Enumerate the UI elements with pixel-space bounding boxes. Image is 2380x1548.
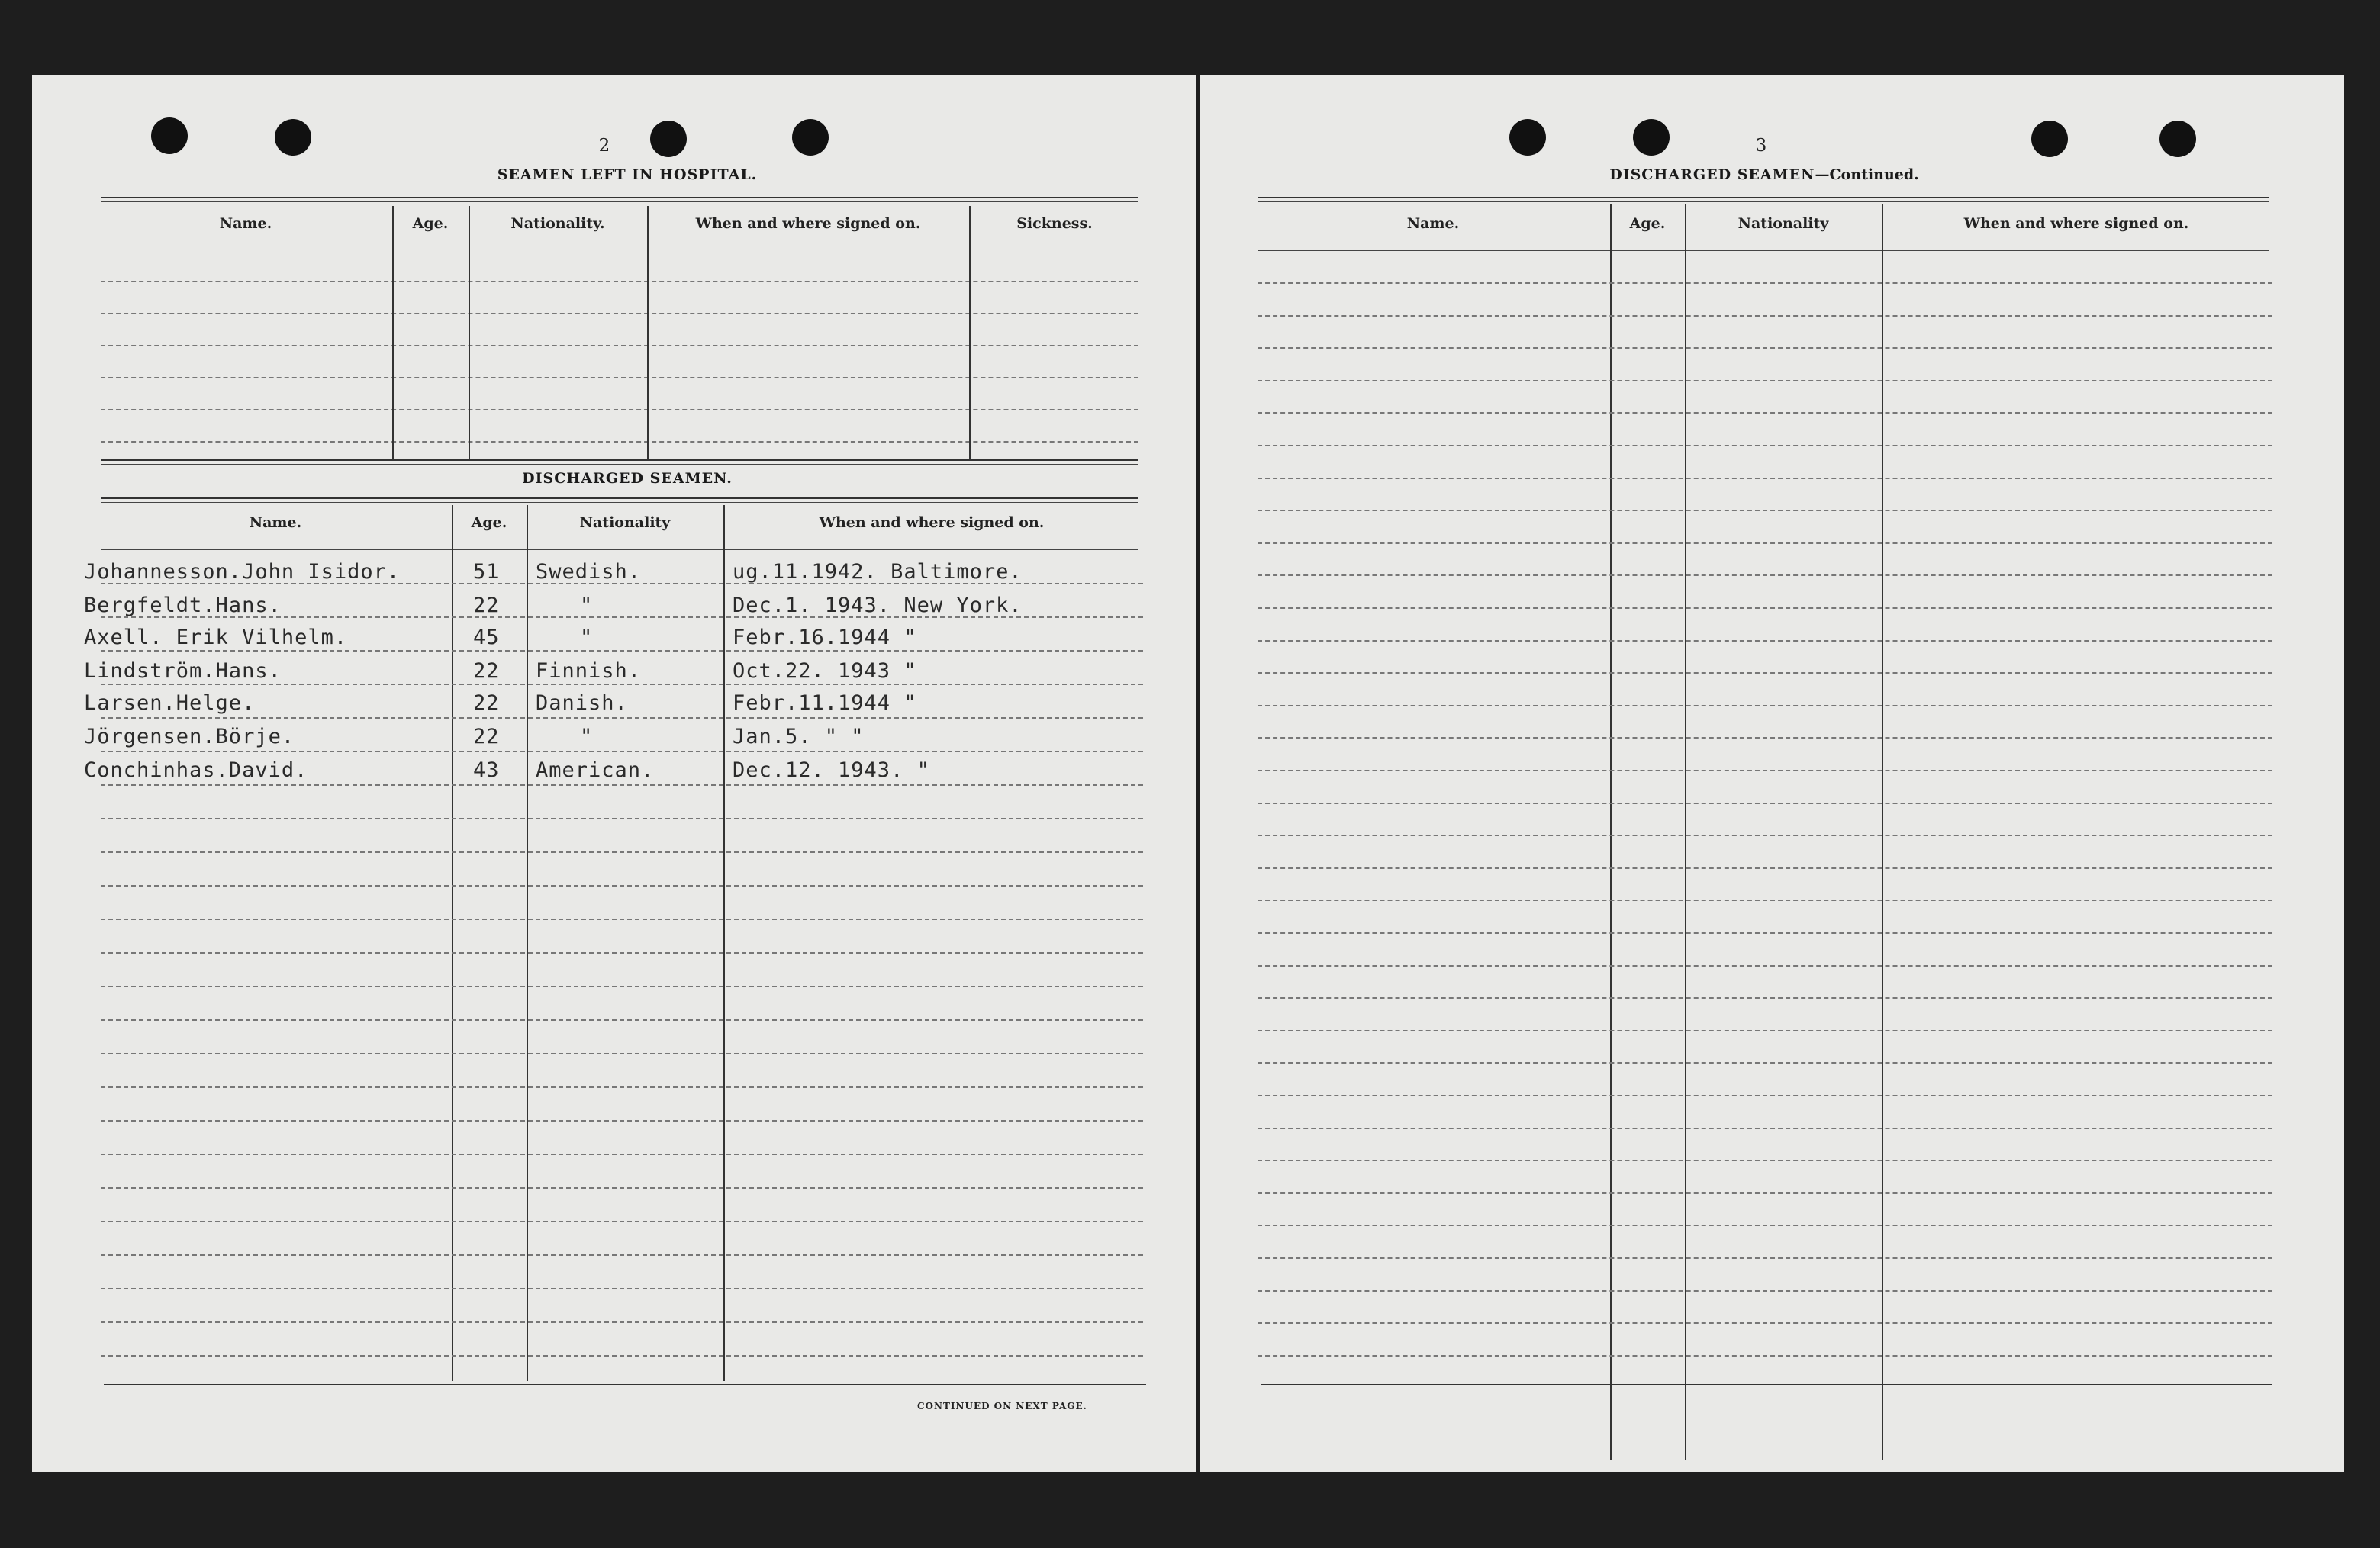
row-rule (1258, 932, 2272, 934)
row-rule (101, 851, 1143, 853)
row-rule (1258, 347, 2272, 349)
table-rule (101, 502, 1138, 503)
row-rule (1258, 1225, 2272, 1226)
name-cell: Axell. Erik Vilhelm. (84, 626, 348, 649)
name-cell: Conchinhas.David. (84, 758, 308, 782)
col-header-name: Name. (1406, 215, 1460, 232)
punch-hole (650, 121, 687, 157)
col-header-age: Age. (412, 215, 449, 232)
column-rule (469, 206, 470, 459)
row-rule (1258, 640, 2272, 642)
nationality-cell: Finnish. (536, 659, 642, 683)
nationality-cell: Danish. (536, 691, 628, 715)
nationality-cell: " (580, 626, 594, 649)
row-rule (1258, 1290, 2272, 1292)
row-rule (1258, 1257, 2272, 1259)
name-cell: Johannesson.John Isidor. (84, 560, 401, 584)
col-header-nationality: Nationality (1737, 215, 1829, 232)
row-rule (1258, 1192, 2272, 1194)
age-cell: 22 (473, 659, 500, 683)
row-rule (101, 818, 1143, 819)
row-rule (101, 952, 1143, 954)
row-rule (101, 616, 1143, 618)
row-rule (101, 1086, 1143, 1088)
hospital-section-title: SEAMEN LEFT IN HOSPITAL. (497, 166, 758, 183)
col-header-name: Name. (219, 215, 272, 232)
punch-hole (1509, 119, 1546, 156)
col-header-signed-on: When and where signed on. (695, 215, 921, 232)
row-rule (1258, 380, 2272, 381)
punch-hole (1633, 119, 1670, 156)
row-rule (101, 441, 1138, 443)
age-cell: 22 (473, 725, 500, 748)
signed-on-cell: Febr.16.1944 " (733, 626, 917, 649)
nationality-cell: " (580, 725, 594, 748)
row-rule (1258, 478, 2272, 479)
row-rule (1258, 705, 2272, 706)
column-rule (1882, 204, 1883, 1460)
continued-note: CONTINUED ON NEXT PAGE. (917, 1401, 1087, 1411)
column-rule (723, 505, 725, 1381)
age-cell: 22 (473, 691, 500, 715)
row-rule (1258, 672, 2272, 674)
left-page (32, 75, 1196, 1472)
table-rule (101, 201, 1138, 202)
signed-on-cell: Dec.1. 1943. New York. (733, 594, 1023, 617)
column-rule (1685, 204, 1686, 1460)
row-rule (101, 1053, 1143, 1054)
table-rule (1258, 201, 2269, 202)
signed-on-cell: ug.11.1942. Baltimore. (733, 560, 1023, 584)
punch-hole (2159, 121, 2196, 157)
discharged-section-title: DISCHARGED SEAMEN. (522, 470, 733, 487)
row-rule (1258, 900, 2272, 901)
table-rule (101, 464, 1138, 465)
row-rule (101, 717, 1143, 719)
col-header-nationality: Nationality. (510, 215, 605, 232)
row-rule (101, 986, 1143, 987)
row-rule (1258, 835, 2272, 836)
row-rule (1258, 607, 2272, 609)
table-rule (1261, 1384, 2272, 1385)
signed-on-cell: Jan.5. " " (733, 725, 865, 748)
column-rule (392, 206, 394, 459)
row-rule (101, 1187, 1143, 1189)
age-cell: 45 (473, 626, 500, 649)
row-rule (1258, 315, 2272, 317)
punch-hole (151, 117, 188, 154)
row-rule (1258, 1128, 2272, 1129)
row-rule (101, 650, 1143, 652)
row-rule (1258, 965, 2272, 967)
signed-on-cell: Febr.11.1944 " (733, 691, 917, 715)
col-header-signed-on: When and where signed on. (1963, 215, 2189, 232)
age-cell: 22 (473, 594, 500, 617)
row-rule (1258, 1062, 2272, 1064)
column-rule (1610, 204, 1612, 1460)
punch-hole (792, 119, 829, 156)
row-rule (101, 1221, 1143, 1222)
row-rule (101, 1019, 1143, 1021)
nationality-cell: " (580, 594, 594, 617)
table-rule (101, 197, 1138, 198)
row-rule (101, 684, 1143, 685)
col-header-age: Age. (1629, 215, 1666, 232)
row-rule (1258, 510, 2272, 511)
col-header-name: Name. (249, 514, 302, 531)
page-number: 2 (598, 136, 610, 156)
row-rule (101, 1154, 1143, 1155)
row-rule (101, 784, 1143, 786)
row-rule (101, 583, 1143, 584)
table-rule (104, 1384, 1146, 1385)
page-number: 3 (1755, 136, 1767, 156)
row-rule (1258, 770, 2272, 771)
row-rule (1258, 997, 2272, 999)
row-rule (1258, 1095, 2272, 1096)
column-rule (969, 206, 971, 459)
row-rule (1258, 1355, 2272, 1357)
row-rule (1258, 282, 2272, 284)
col-header-age: Age. (471, 514, 507, 531)
nationality-cell: Swedish. (536, 560, 642, 584)
table-rule (101, 459, 1138, 461)
row-rule (101, 409, 1138, 410)
right-page (1200, 75, 2344, 1472)
row-rule (1258, 867, 2272, 869)
col-header-nationality: Nationality (579, 514, 671, 531)
name-cell: Larsen.Helge. (84, 691, 256, 715)
header-rule (101, 549, 1138, 550)
name-cell: Lindström.Hans. (84, 659, 282, 683)
age-cell: 51 (473, 560, 500, 584)
punch-hole (2031, 121, 2068, 157)
row-rule (1258, 1160, 2272, 1161)
right-section-title: DISCHARGED SEAMEN—Continued. (1609, 166, 1919, 183)
column-rule (647, 206, 649, 459)
row-rule (1258, 412, 2272, 414)
row-rule (1258, 1030, 2272, 1031)
row-rule (101, 885, 1143, 887)
row-rule (101, 313, 1138, 314)
age-cell: 43 (473, 758, 500, 782)
row-rule (101, 281, 1138, 282)
table-rule (101, 497, 1138, 499)
column-rule (527, 505, 528, 1381)
row-rule (1258, 1322, 2272, 1324)
row-rule (101, 1355, 1143, 1357)
row-rule (101, 919, 1143, 920)
header-rule (1258, 250, 2269, 251)
row-rule (1258, 737, 2272, 739)
col-header-sickness: Sickness. (1016, 215, 1093, 232)
row-rule (101, 1321, 1143, 1323)
signed-on-cell: Oct.22. 1943 " (733, 659, 917, 683)
row-rule (101, 1120, 1143, 1122)
nationality-cell: American. (536, 758, 655, 782)
row-rule (1258, 574, 2272, 576)
name-cell: Bergfeldt.Hans. (84, 594, 282, 617)
row-rule (101, 1254, 1143, 1256)
row-rule (1258, 803, 2272, 804)
row-rule (101, 1288, 1143, 1289)
punch-hole (275, 119, 311, 156)
table-rule (1258, 197, 2269, 198)
row-rule (1258, 445, 2272, 446)
col-header-signed-on: When and where signed on. (819, 514, 1045, 531)
row-rule (101, 345, 1138, 346)
row-rule (101, 377, 1138, 378)
name-cell: Jörgensen.Börje. (84, 725, 295, 748)
row-rule (1258, 542, 2272, 544)
row-rule (101, 751, 1143, 752)
signed-on-cell: Dec.12. 1943. " (733, 758, 930, 782)
column-rule (452, 505, 453, 1381)
